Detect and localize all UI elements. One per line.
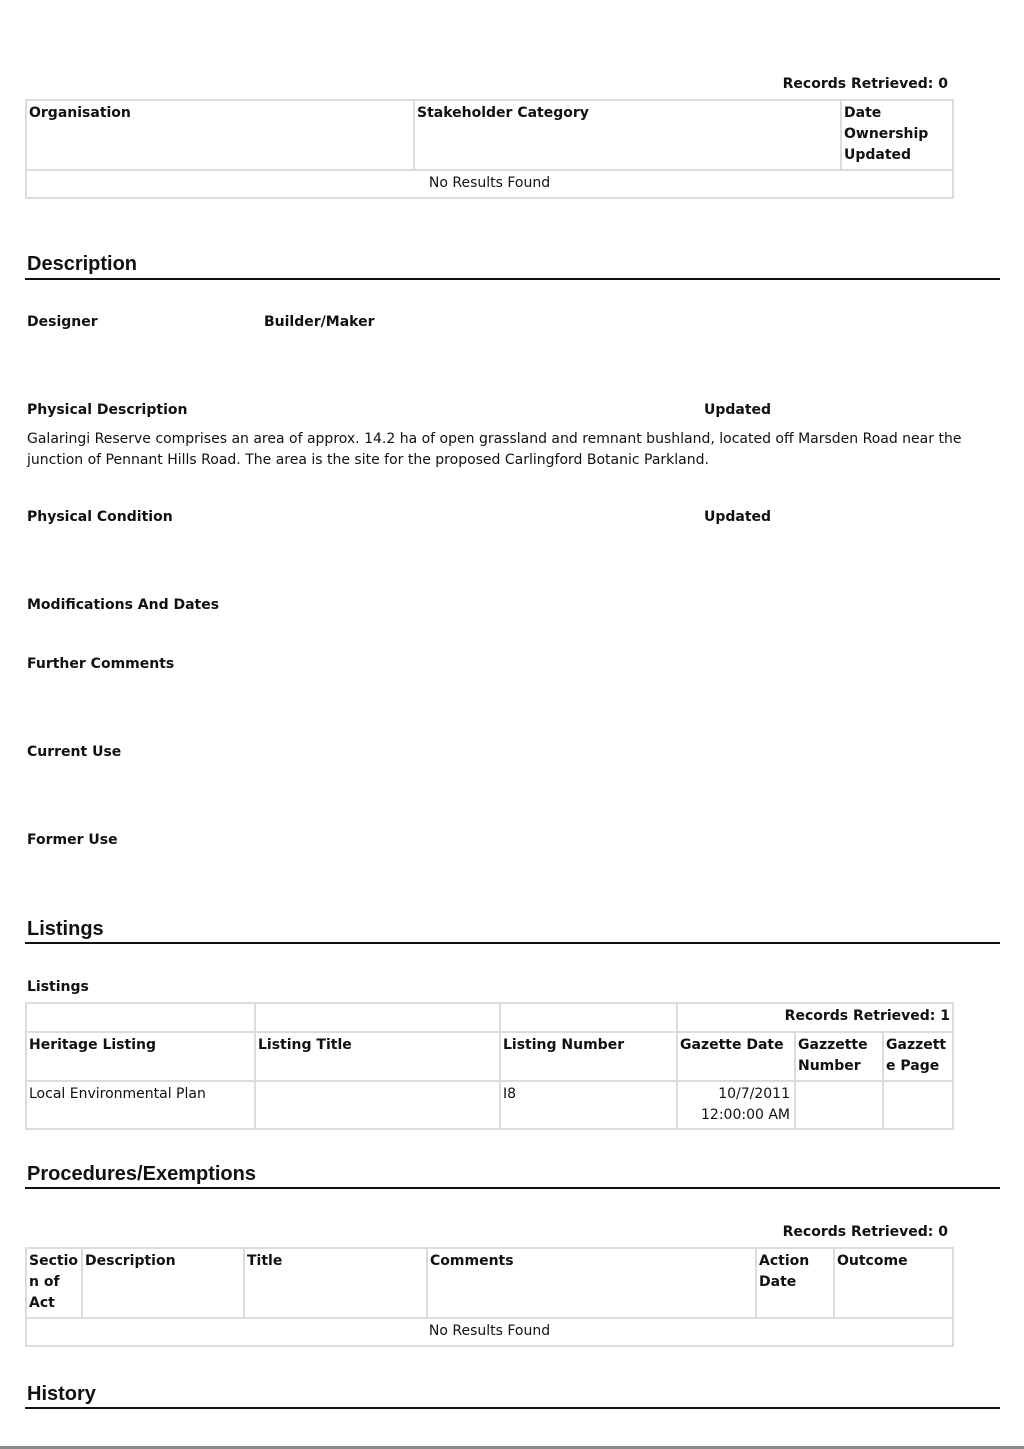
history-heading: History	[27, 1383, 96, 1405]
physical-description-label: Physical Description	[27, 402, 188, 418]
physical-description-updated-label: Updated	[704, 402, 772, 418]
procedures-no-results: No Results Found	[26, 1318, 953, 1346]
ownership-table	[25, 99, 954, 199]
col-gazzette-number: Gazzette Number	[795, 1032, 883, 1081]
listings-records-count: Records Retrieved: 1	[677, 1003, 953, 1032]
col-heritage-listing: Heritage Listing	[26, 1032, 255, 1081]
ownership-no-results: No Results Found	[26, 170, 953, 198]
col-comments: Comments	[427, 1248, 756, 1318]
listings-spacer-cell	[500, 1003, 677, 1032]
ownership-records-count: Records Retrieved: 0	[782, 76, 948, 92]
col-gazzette-page: Gazzette Page	[883, 1032, 953, 1081]
listings-spacer-cell	[255, 1003, 500, 1032]
col-action-date: Action Date	[756, 1248, 834, 1318]
physical-condition-updated-label: Updated	[704, 509, 772, 525]
ownership-empty-row	[26, 170, 953, 198]
physical-condition-label: Physical Condition	[27, 509, 173, 525]
listings-table	[25, 1002, 954, 1130]
current-use-label: Current Use	[27, 744, 122, 760]
listings-heading: Listings	[27, 918, 104, 940]
cell-gazette-number	[795, 1081, 883, 1129]
procedures-heading: Procedures/Exemptions	[27, 1163, 256, 1185]
procedures-header-row	[26, 1248, 953, 1318]
physical-description-text: Galaringi Reserve comprises an area of approx. 14.2 ha of open grassland and remnant bushland, located off Marsden Road near the junction of Pennant Hills Road. The area is the site for the proposed Carlingford Botanic Parkland.	[27, 431, 962, 468]
cell-gazette-page	[883, 1081, 953, 1129]
cell-gazette-date: 10/7/2011 12:00:00 AM	[677, 1081, 795, 1129]
procedures-rule	[25, 1187, 1000, 1189]
ownership-header-row	[26, 100, 953, 170]
cell-heritage-listing: Local Environmental Plan	[26, 1081, 255, 1129]
cell-listing-title	[255, 1081, 500, 1129]
col-listing-title: Listing Title	[255, 1032, 500, 1081]
former-use-label: Former Use	[27, 832, 118, 848]
designer-label: Designer	[27, 314, 98, 330]
procedures-empty-row	[26, 1318, 953, 1346]
listings-rule	[25, 942, 1000, 944]
col-listing-number: Listing Number	[500, 1032, 677, 1081]
modifications-label: Modifications And Dates	[27, 597, 220, 613]
listings-header-row	[26, 1032, 953, 1081]
col-outcome: Outcome	[834, 1248, 953, 1318]
description-rule	[25, 278, 1000, 280]
further-comments-label: Further Comments	[27, 656, 175, 672]
col-gazette-date: Gazette Date	[677, 1032, 795, 1081]
col-title: Title	[244, 1248, 427, 1318]
col-organisation: Organisation	[26, 100, 414, 170]
listings-spacer-cell	[26, 1003, 255, 1032]
builder-maker-label: Builder/Maker	[264, 314, 375, 330]
description-heading: Description	[27, 253, 138, 275]
cell-listing-number: I8	[500, 1081, 677, 1129]
history-rule	[25, 1407, 1000, 1409]
listings-subheading: Listings	[27, 979, 89, 995]
listings-records-row	[26, 1003, 953, 1032]
col-description: Description	[82, 1248, 244, 1318]
procedures-table	[25, 1247, 954, 1347]
col-stakeholder-category: Stakeholder Category	[414, 100, 841, 170]
col-section-of-act: Section of Act	[26, 1248, 82, 1318]
col-date-ownership-updated: Date Ownership Updated	[841, 100, 953, 170]
procedures-records-count: Records Retrieved: 0	[782, 1224, 948, 1240]
table-row	[26, 1081, 953, 1129]
